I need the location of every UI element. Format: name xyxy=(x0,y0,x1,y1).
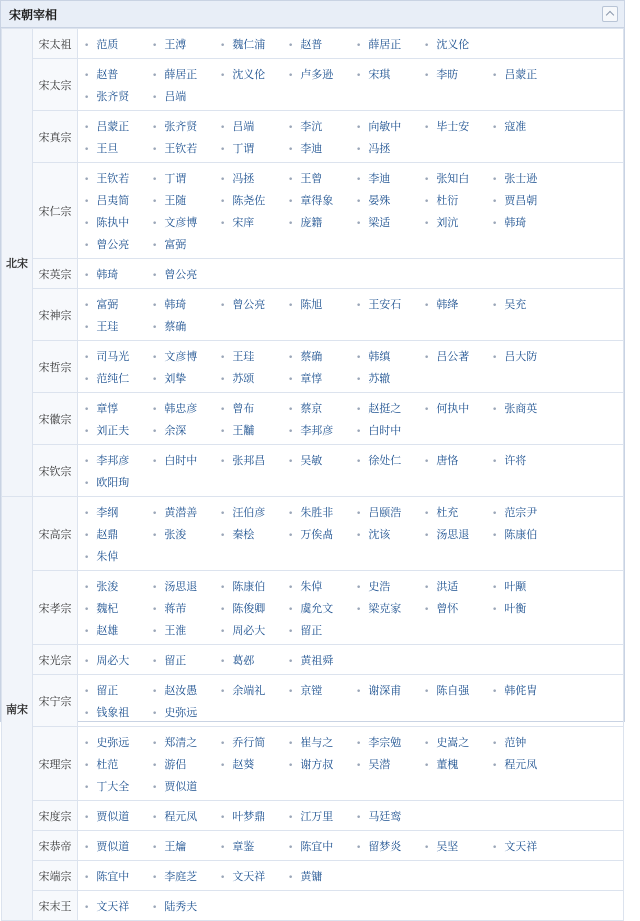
minister-link[interactable]: • 谢深甫 xyxy=(356,680,424,701)
minister-link[interactable]: • 董槐 xyxy=(424,754,492,775)
minister-link[interactable]: • 吕端 xyxy=(220,116,288,137)
minister-link[interactable]: • 沈义伦 xyxy=(424,34,492,55)
minister-link[interactable]: • 宋庠 xyxy=(220,212,288,233)
table-body xyxy=(2,29,624,921)
minister-link[interactable]: • 张邦昌 xyxy=(220,450,288,471)
ministers-cell xyxy=(78,861,624,891)
minister-link[interactable]: • 张商英 xyxy=(492,398,560,419)
minister-link[interactable]: • 洪适 xyxy=(424,576,492,597)
minister-link[interactable]: • 白时中 xyxy=(152,450,220,471)
ministers-cell xyxy=(78,445,624,497)
minister-link[interactable]: • 吕大防 xyxy=(492,346,560,367)
minister-link[interactable]: • 蔡确 xyxy=(288,346,356,367)
minister-link[interactable]: • 陈旭 xyxy=(288,294,356,315)
minister-link[interactable]: • 李沆 xyxy=(288,116,356,137)
minister-link[interactable]: • 王珪 xyxy=(84,316,152,337)
minister-link[interactable]: • 杜充 xyxy=(424,502,492,523)
minister-link[interactable]: • 李迪 xyxy=(288,138,356,159)
minister-link[interactable]: • 韩琦 xyxy=(84,264,152,285)
minister-link[interactable]: • 韩琦 xyxy=(152,294,220,315)
minister-link[interactable]: • 史弥远 xyxy=(152,702,220,723)
minister-link[interactable]: • 叶衡 xyxy=(492,598,560,619)
minister-link[interactable]: • 曾怀 xyxy=(424,598,492,619)
minister-link[interactable]: • 赵普 xyxy=(288,34,356,55)
minister-link[interactable]: • 程元凤 xyxy=(152,806,220,827)
minister-link[interactable]: • 富弼 xyxy=(152,234,220,255)
minister-link[interactable]: • 留正 xyxy=(152,650,220,671)
minister-link[interactable]: • 张浚 xyxy=(84,576,152,597)
minister-link[interactable]: • 江万里 xyxy=(288,806,356,827)
minister-link[interactable]: • 王淮 xyxy=(152,620,220,641)
minister-link[interactable]: • 贾似道 xyxy=(84,806,152,827)
minister-link[interactable]: • 卢多逊 xyxy=(288,64,356,85)
minister-link[interactable]: • 文彦博 xyxy=(152,346,220,367)
minister-link[interactable]: • 文天祥 xyxy=(84,896,152,917)
ministers-cell xyxy=(78,289,624,341)
minister-link[interactable]: • 陈俊卿 xyxy=(220,598,288,619)
panel-header xyxy=(1,1,624,28)
minister-link[interactable]: • 曾公亮 xyxy=(220,294,288,315)
minister-link[interactable]: • 曾公亮 xyxy=(84,234,152,255)
minister-link[interactable]: • 李纲 xyxy=(84,502,152,523)
minister-link[interactable]: • 赵雄 xyxy=(84,620,152,641)
minister-link[interactable]: • 薛居正 xyxy=(152,64,220,85)
minister-link[interactable]: • 范钟 xyxy=(492,732,560,753)
minister-link[interactable]: • 唐恪 xyxy=(424,450,492,471)
emperor-label: 宋恭帝 xyxy=(33,831,78,861)
minister-link[interactable]: • 吴充 xyxy=(492,294,560,315)
minister-link[interactable]: • 李昉 xyxy=(424,64,492,85)
minister-link[interactable]: • 张浚 xyxy=(152,524,220,545)
ministers-cell xyxy=(78,29,624,59)
minister-link[interactable]: • 赵葵 xyxy=(220,754,288,775)
minister-link[interactable]: • 吴潜 xyxy=(356,754,424,775)
minister-link[interactable]: • 白时中 xyxy=(356,420,424,441)
table-row xyxy=(2,675,624,727)
emperor-label: 宋末王 xyxy=(33,891,78,921)
minister-link[interactable]: • 陈宜中 xyxy=(84,866,152,887)
ministers-cell xyxy=(78,59,624,111)
minister-link[interactable]: • 王爚 xyxy=(152,836,220,857)
minister-link[interactable]: • 寇准 xyxy=(492,116,560,137)
emperor-label: 宋太宗 xyxy=(33,59,78,111)
ministers-cell xyxy=(78,393,624,445)
ministers-cell xyxy=(78,727,624,801)
minister-link[interactable]: • 黄祖舜 xyxy=(288,650,356,671)
minister-link[interactable]: • 文彦博 xyxy=(152,212,220,233)
minister-link[interactable]: • 李邦彦 xyxy=(84,450,152,471)
minister-link[interactable]: • 葛邲 xyxy=(220,650,288,671)
minister-link[interactable]: • 沈该 xyxy=(356,524,424,545)
minister-link[interactable]: • 丁谓 xyxy=(152,168,220,189)
minister-link[interactable]: • 苏辙 xyxy=(356,368,424,389)
table-row xyxy=(2,59,624,111)
minister-link[interactable]: • 朱倬 xyxy=(84,546,152,567)
minister-link[interactable]: • 李宗勉 xyxy=(356,732,424,753)
minister-link[interactable]: • 李迪 xyxy=(356,168,424,189)
minister-link[interactable]: • 陈宜中 xyxy=(288,836,356,857)
minister-link[interactable]: • 游侣 xyxy=(152,754,220,775)
minister-link[interactable]: • 朱胜非 xyxy=(288,502,356,523)
minister-link[interactable]: • 苏颂 xyxy=(220,368,288,389)
table-row xyxy=(2,891,624,921)
minister-link[interactable]: • 钱象祖 xyxy=(84,702,152,723)
table-row xyxy=(2,571,624,645)
emperor-label: 宋哲宗 xyxy=(33,341,78,393)
period-label: 北宋 xyxy=(2,29,33,497)
minister-link[interactable]: • 王溥 xyxy=(152,34,220,55)
minister-link[interactable]: • 司马光 xyxy=(84,346,152,367)
minister-link[interactable]: • 富弼 xyxy=(84,294,152,315)
minister-link[interactable]: • 章惇 xyxy=(288,368,356,389)
minister-link[interactable]: • 陈康伯 xyxy=(492,524,560,545)
minister-link[interactable]: • 蔡京 xyxy=(288,398,356,419)
minister-link[interactable]: • 留正 xyxy=(288,620,356,641)
minister-link[interactable]: • 范宗尹 xyxy=(492,502,560,523)
table-row xyxy=(2,445,624,497)
minister-link[interactable]: • 刘挚 xyxy=(152,368,220,389)
minister-link[interactable]: • 陆秀夫 xyxy=(152,896,220,917)
minister-link[interactable]: • 杜范 xyxy=(84,754,152,775)
minister-link[interactable]: • 叶梦鼎 xyxy=(220,806,288,827)
minister-link[interactable]: • 留梦炎 xyxy=(356,836,424,857)
emperor-label: 宋孝宗 xyxy=(33,571,78,645)
table-row xyxy=(2,831,624,861)
minister-link[interactable]: • 马廷鸾 xyxy=(356,806,424,827)
minister-link[interactable]: • 吕公著 xyxy=(424,346,492,367)
ministers-cell xyxy=(78,831,624,861)
minister-link[interactable]: • 冯拯 xyxy=(356,138,424,159)
table-row xyxy=(2,341,624,393)
minister-link[interactable]: • 汪伯彦 xyxy=(220,502,288,523)
minister-link[interactable]: • 陈康伯 xyxy=(220,576,288,597)
minister-link[interactable]: • 韩侂胄 xyxy=(492,680,560,701)
minister-link[interactable]: • 王钦若 xyxy=(84,168,152,189)
minister-link[interactable]: • 贾似道 xyxy=(152,776,220,797)
ministers-cell xyxy=(78,891,624,921)
minister-link[interactable]: • 韩忠彦 xyxy=(152,398,220,419)
ministers-cell xyxy=(78,497,624,571)
minister-link[interactable]: • 薛居正 xyxy=(356,34,424,55)
minister-link[interactable]: • 吕夷简 xyxy=(84,190,152,211)
emperor-label: 宋英宗 xyxy=(33,259,78,289)
minister-link[interactable]: • 郑清之 xyxy=(152,732,220,753)
minister-link[interactable]: • 史弥远 xyxy=(84,732,152,753)
minister-link[interactable]: • 王曾 xyxy=(288,168,356,189)
minister-link[interactable]: • 赵普 xyxy=(84,64,152,85)
minister-link[interactable]: • 刘正夫 xyxy=(84,420,152,441)
ministers-cell xyxy=(78,111,624,163)
ministers-cell xyxy=(78,645,624,675)
minister-link[interactable]: • 章惇 xyxy=(84,398,152,419)
minister-link[interactable]: • 张士逊 xyxy=(492,168,560,189)
minister-link[interactable]: • 梁适 xyxy=(356,212,424,233)
minister-link[interactable]: • 周必大 xyxy=(84,650,152,671)
emperor-label: 宋真宗 xyxy=(33,111,78,163)
minister-link[interactable]: • 赵鼎 xyxy=(84,524,152,545)
emperor-label: 宋度宗 xyxy=(33,801,78,831)
ministers-cell xyxy=(78,675,624,727)
minister-link[interactable]: • 吴坚 xyxy=(424,836,492,857)
minister-link[interactable]: • 曾布 xyxy=(220,398,288,419)
minister-link[interactable]: • 黄潜善 xyxy=(152,502,220,523)
minister-link[interactable]: • 章鉴 xyxy=(220,836,288,857)
minister-link[interactable]: • 史浩 xyxy=(356,576,424,597)
minister-link[interactable]: • 曾公亮 xyxy=(152,264,220,285)
minister-link[interactable]: • 蒋芾 xyxy=(152,598,220,619)
minister-link[interactable]: • 余深 xyxy=(152,420,220,441)
table-row xyxy=(2,29,624,59)
minister-link[interactable]: • 贾似道 xyxy=(84,836,152,857)
emperor-label: 宋端宗 xyxy=(33,861,78,891)
minister-link[interactable]: • 汤思退 xyxy=(152,576,220,597)
minister-link[interactable]: • 魏仁浦 xyxy=(220,34,288,55)
minister-link[interactable]: • 吴敏 xyxy=(288,450,356,471)
emperor-label: 宋宁宗 xyxy=(33,675,78,727)
minister-link[interactable]: • 沈义伦 xyxy=(220,64,288,85)
minister-link[interactable]: • 张齐贤 xyxy=(152,116,220,137)
ministers-cell xyxy=(78,801,624,831)
minister-link[interactable]: • 赵汝愚 xyxy=(152,680,220,701)
minister-link[interactable]: • 王珪 xyxy=(220,346,288,367)
minister-link[interactable]: • 程元凤 xyxy=(492,754,560,775)
emperor-label: 宋太祖 xyxy=(33,29,78,59)
minister-link[interactable]: • 陈自强 xyxy=(424,680,492,701)
emperor-label: 宋仁宗 xyxy=(33,163,78,259)
minister-link[interactable]: • 赵挺之 xyxy=(356,398,424,419)
minister-link[interactable]: • 张齐贤 xyxy=(84,86,152,107)
minister-link[interactable]: • 吕端 xyxy=(152,86,220,107)
minister-link[interactable]: • 汤思退 xyxy=(424,524,492,545)
minister-link[interactable]: • 谢方叔 xyxy=(288,754,356,775)
minister-link[interactable]: • 韩绛 xyxy=(424,294,492,315)
ministers-cell xyxy=(78,163,624,259)
minister-link[interactable]: • 张知白 xyxy=(424,168,492,189)
minister-link[interactable]: • 何执中 xyxy=(424,398,492,419)
minister-link[interactable]: • 许将 xyxy=(492,450,560,471)
minister-link[interactable]: • 文天祥 xyxy=(492,836,560,857)
minister-link[interactable]: • 文天祥 xyxy=(220,866,288,887)
minister-link[interactable]: • 陈执中 xyxy=(84,212,152,233)
collapse-chevron-up-icon[interactable] xyxy=(602,6,618,22)
minister-link[interactable]: • 王旦 xyxy=(84,138,152,159)
minister-link[interactable]: • 向敏中 xyxy=(356,116,424,137)
minister-link[interactable]: • 杜衍 xyxy=(424,190,492,211)
minister-link[interactable]: • 梁克家 xyxy=(356,598,424,619)
table-row xyxy=(2,259,624,289)
minister-link[interactable]: • 京镗 xyxy=(288,680,356,701)
minister-link[interactable]: • 丁大全 xyxy=(84,776,152,797)
minister-link[interactable]: • 韩琦 xyxy=(492,212,560,233)
emperor-label: 宋徽宗 xyxy=(33,393,78,445)
minister-link[interactable]: • 秦桧 xyxy=(220,524,288,545)
table-row xyxy=(2,163,624,259)
minister-link[interactable]: • 刘沆 xyxy=(424,212,492,233)
minister-link[interactable]: • 吕蒙正 xyxy=(84,116,152,137)
table-row xyxy=(2,497,624,571)
emperor-label: 宋神宗 xyxy=(33,289,78,341)
minister-link[interactable]: • 余端礼 xyxy=(220,680,288,701)
prime-ministers-table xyxy=(1,28,624,921)
minister-link[interactable]: • 朱倬 xyxy=(288,576,356,597)
emperor-label: 宋理宗 xyxy=(33,727,78,801)
minister-link[interactable]: • 冯拯 xyxy=(220,168,288,189)
minister-link[interactable]: • 崔与之 xyxy=(288,732,356,753)
minister-link[interactable]: • 王随 xyxy=(152,190,220,211)
minister-link[interactable]: • 宋琪 xyxy=(356,64,424,85)
minister-link[interactable]: • 蔡确 xyxy=(152,316,220,337)
minister-link[interactable]: • 韩缜 xyxy=(356,346,424,367)
table-row xyxy=(2,727,624,801)
minister-link[interactable]: • 王安石 xyxy=(356,294,424,315)
minister-link[interactable]: • 史嵩之 xyxy=(424,732,492,753)
minister-link[interactable]: • 留正 xyxy=(84,680,152,701)
minister-link[interactable]: • 章得象 xyxy=(288,190,356,211)
minister-link[interactable]: • 叶颙 xyxy=(492,576,560,597)
minister-link[interactable]: • 晏殊 xyxy=(356,190,424,211)
table-row xyxy=(2,801,624,831)
minister-link[interactable]: • 周必大 xyxy=(220,620,288,641)
minister-link[interactable]: • 王钦若 xyxy=(152,138,220,159)
ministers-cell xyxy=(78,571,624,645)
emperor-label: 宋高宗 xyxy=(33,497,78,571)
panel-title: 宋朝宰相 xyxy=(9,7,58,22)
minister-link[interactable]: • 李庭芝 xyxy=(152,866,220,887)
table-row xyxy=(2,289,624,341)
minister-link[interactable]: • 李邦彦 xyxy=(288,420,356,441)
minister-link[interactable]: • 虞允文 xyxy=(288,598,356,619)
minister-link[interactable]: • 贾昌朝 xyxy=(492,190,560,211)
ministers-cell xyxy=(78,341,624,393)
minister-link[interactable]: • 黄镛 xyxy=(288,866,356,887)
period-label: 南宋 xyxy=(2,497,33,921)
minister-link[interactable]: • 万俟卨 xyxy=(288,524,356,545)
minister-link[interactable]: • 丁谓 xyxy=(220,138,288,159)
minister-link[interactable]: • 吕颐浩 xyxy=(356,502,424,523)
emperor-label: 宋光宗 xyxy=(33,645,78,675)
minister-link[interactable]: • 欧阳珣 xyxy=(84,472,152,493)
minister-link[interactable]: • 陈尧佐 xyxy=(220,190,288,211)
minister-link[interactable]: • 魏杞 xyxy=(84,598,152,619)
minister-link[interactable]: • 庞籍 xyxy=(288,212,356,233)
table-row xyxy=(2,861,624,891)
emperor-label: 宋钦宗 xyxy=(33,445,78,497)
minister-link[interactable]: • 范质 xyxy=(84,34,152,55)
minister-link[interactable]: • 徐处仁 xyxy=(356,450,424,471)
minister-link[interactable]: • 范纯仁 xyxy=(84,368,152,389)
table-row xyxy=(2,393,624,445)
minister-link[interactable]: • 毕士安 xyxy=(424,116,492,137)
minister-link[interactable]: • 王黼 xyxy=(220,420,288,441)
ministers-cell xyxy=(78,259,624,289)
minister-link[interactable]: • 吕蒙正 xyxy=(492,64,560,85)
minister-link[interactable]: • 乔行简 xyxy=(220,732,288,753)
table-row xyxy=(2,111,624,163)
table-row xyxy=(2,645,624,675)
